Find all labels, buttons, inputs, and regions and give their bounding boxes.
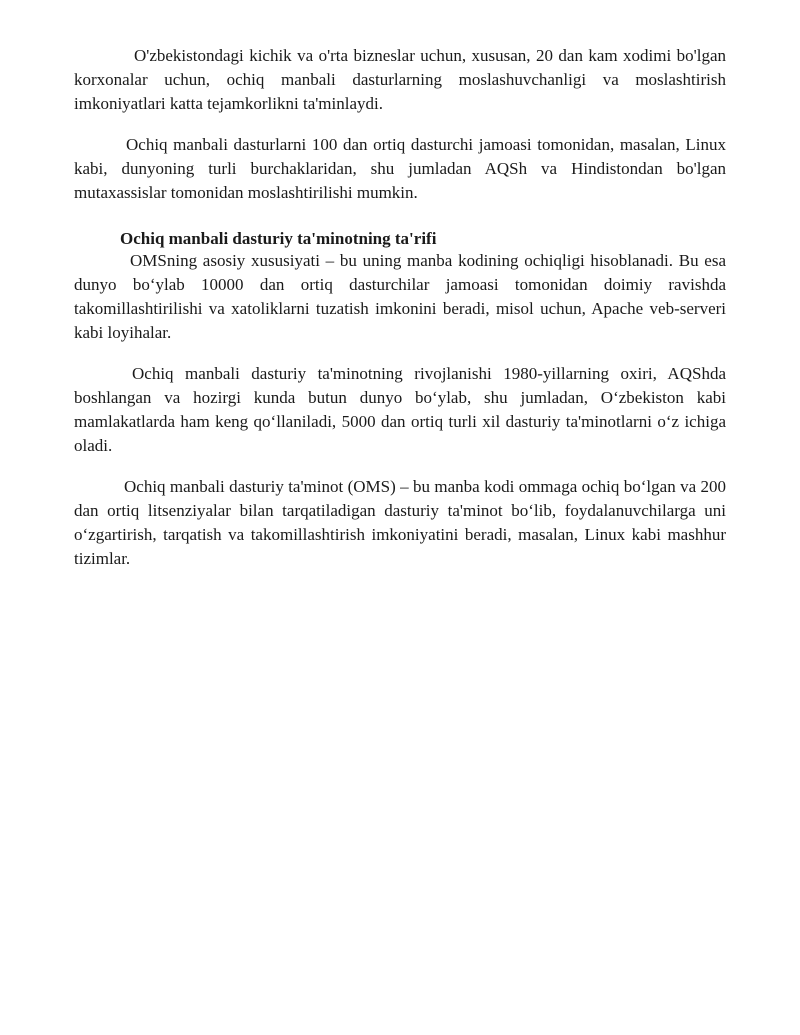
paragraph-small-business-savings: O'zbekistondagi kichik va o'rta bizneslar uchun, xususan, 20 dan kam xodimi bo'lgan korxonalar uchun, ochiq manbali dasturlarning moslashuvchanligi va moslashtirish imkoniyatlari katta tejamkorlikni ta'minlaydi.: [74, 46, 726, 113]
paragraph-oms-history: Ochiq manbali dasturiy ta'minotning rivojlanishi 1980-yillarning oxiri, AQShda boshlangan va hozirgi kunda butun dunyo bo‘ylab, shu jumladan, O‘zbekiston kabi mamlakatlarda ham keng qo‘llaniladi, 5000 dan ortiq turli xil dasturiy ta'minotlarni o‘z ichiga oladi.: [74, 364, 726, 455]
paragraph-oms-definition: Ochiq manbali dasturiy ta'minot (OMS) – bu manba kodi ommaga ochiq bo‘lgan va 200 dan ortiq litsenziyalar bilan tarqatiladigan dasturiy ta'minot bo‘lib, foydalanuvchilarga uni o‘zgartirish, tarqatish va takomillashtirish imkoniyatini beradi, masalan, Linux kabi mashhur tizimlar.: [74, 477, 726, 568]
document-page: [74, 44, 726, 588]
section-heading: Ochiq manbali dasturiy ta'minotning ta'rifi: [120, 229, 437, 248]
paragraph-oms-key-feature: OMSning asosiy xususiyati – bu uning manba kodining ochiqligi hisoblanadi. Bu esa dunyo bo‘ylab 10000 dan ortiq dasturchilar jamoasi tomonidan doimiy ravishda takomillashtirilishi va xatoliklarni tuzatish imkonini beradi, misol uchun, Apache veb-serveri kabi loyihalar.: [74, 251, 726, 342]
paragraph-developer-community: Ochiq manbali dasturlarni 100 dan ortiq dasturchi jamoasi tomonidan, masalan, Linux kabi, dunyoning turli burchaklaridan, shu jumladan AQSh va Hindistondan bo'lgan mutaxassislar tomonidan moslashtirilishi mumkin.: [74, 135, 726, 202]
